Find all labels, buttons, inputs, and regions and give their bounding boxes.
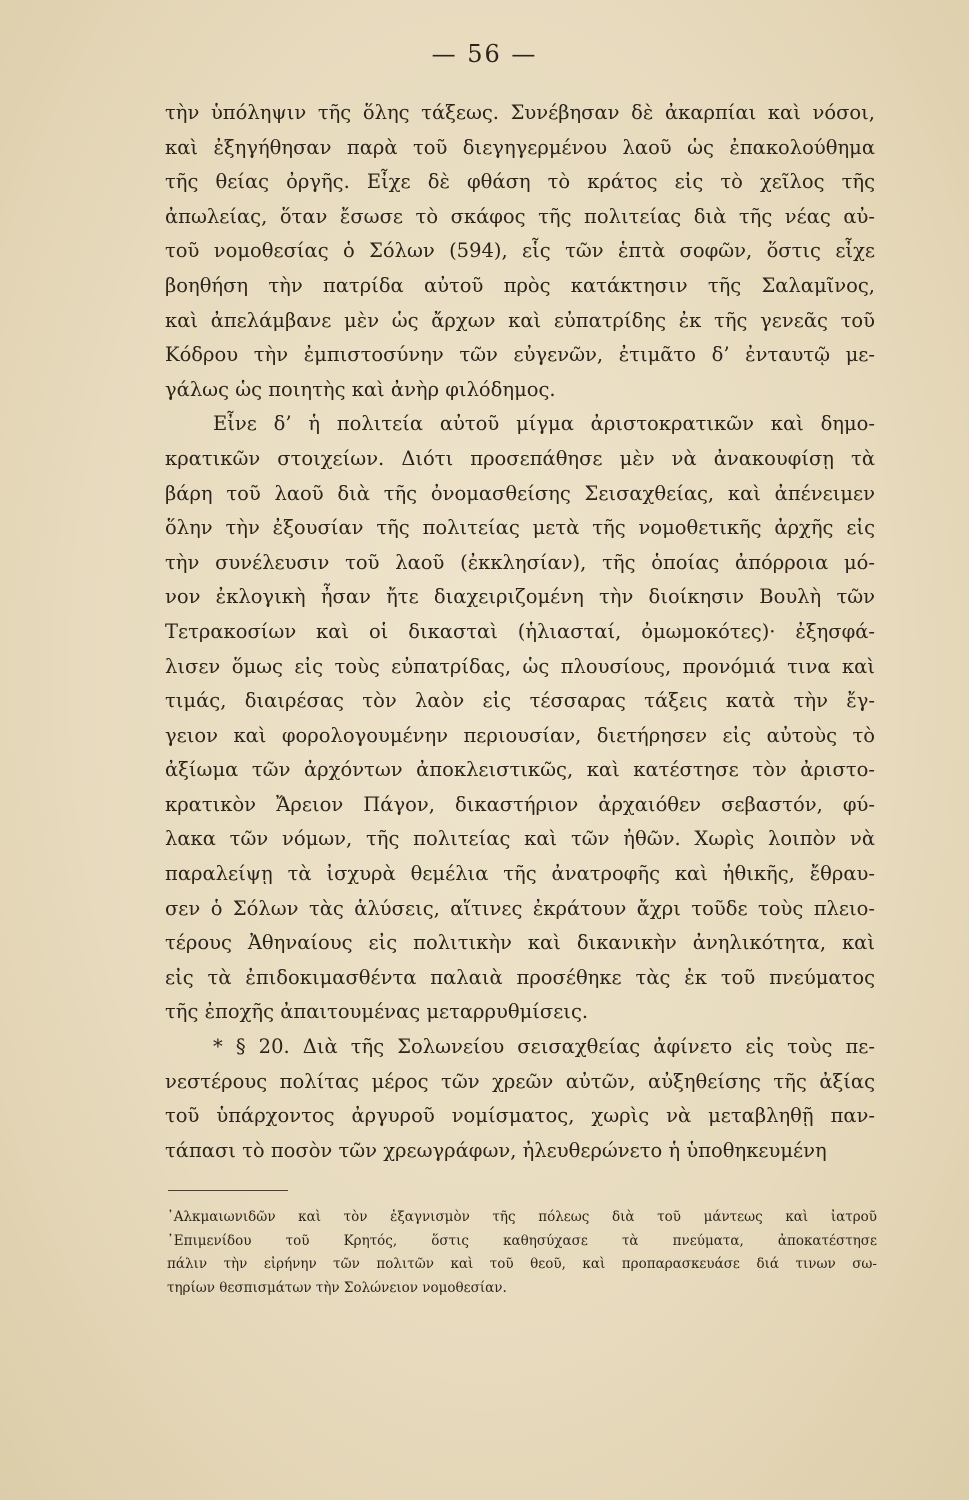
text-line: ἀπωλείας, ὅταν ἔσωσε τὸ σκάφος τῆς πολιτείας διὰ τῆς νέας αὐ-: [165, 204, 875, 228]
footnotes: [167, 1206, 877, 1300]
text-line: κρατικῶν στοιχείων. Διότι προσεπάθησε μὲν νὰ ἀνακουφίσῃ τὰ: [165, 446, 875, 470]
text-line: γειον καὶ φορολογουμένην περιουσίαν, διετήρησεν εἰς αὐτοὺς τὸ: [165, 723, 875, 747]
text-line: βοηθήση τὴν πατρίδα αὐτοῦ πρὸς κατάκτησιν τῆς Σαλαμῖνος,: [165, 273, 875, 297]
footnote-line: ᾿Αλκμαιωνιδῶν καὶ τὸν ἐξαγνισμὸν τῆς πόλεως διὰ τοῦ μάντεως καὶ ἰατροῦ: [167, 1209, 877, 1225]
text-line: γάλως ὡς ποιητὴς καὶ ἀνὴρ φιλόδημος.: [165, 377, 556, 401]
text-line: * § 20. Διὰ τῆς Σολωνείου σεισαχθείας ἀφίνετο εἰς τοὺς πε-: [213, 1035, 875, 1059]
text-line: καὶ ἀπελάμβανε μὲν ὡς ἄρχων καὶ εὐπατρίδης ἐκ τῆς γενεᾶς τοῦ: [165, 308, 875, 332]
text-line: τὴν συνέλευσιν τοῦ λαοῦ (ἐκκλησίαν), τῆς ὁποίας ἀπόρροια μό-: [165, 550, 875, 574]
text-line: τάπασι τὸ ποσὸν τῶν χρεωγράφων, ἠλευθερώνετο ἡ ὑποθηκευμένη: [165, 1138, 827, 1162]
text-line: παραλείψῃ τὰ ἰσχυρὰ θεμέλια τῆς ἀνατροφῆς καὶ ἠθικῆς, ἔθραυ-: [165, 862, 875, 886]
text-line: Κόδρου τὴν ἐμπιστοσύνην τῶν εὐγενῶν, ἐτιμᾶτο δ’ ἐνταυτῷ με-: [165, 343, 875, 367]
text-line: λακα τῶν νόμων, τῆς πολιτείας καὶ τῶν ἠθῶν. Χωρὶς λοιπὸν νὰ: [165, 827, 875, 851]
footnote-line: πάλιν τὴν εἰρήνην τῶν πολιτῶν καὶ τοῦ θεοῦ, καὶ προπαρασκευάσε διά τινων σω-: [167, 1256, 877, 1273]
footnote-rule: [168, 1190, 288, 1191]
text-line: βάρη τοῦ λαοῦ διὰ τῆς ὀνομασθείσης Σεισαχθείας, καὶ ἀπένειμεν: [165, 481, 875, 505]
text-line: τιμάς, διαιρέσας τὸν λαὸν εἰς τέσσαρας τάξεις κατὰ τὴν ἔγ-: [165, 689, 875, 713]
text-line: νον ἐκλογικὴ ἦσαν ἤτε διαχειριζομένη τὴν διοίκησιν Βουλὴ τῶν: [165, 585, 875, 609]
text-line: τὴν ὑπόληψιν τῆς ὅλης τάξεως. Συνέβησαν δὲ ἀκαρπίαι καὶ νόσοι,: [165, 101, 875, 124]
text-line: σεν ὁ Σόλων τὰς ἁλύσεις, αἵτινες ἐκράτουν ἄχρι τοῦδε τοὺς πλειο-: [165, 896, 875, 920]
text-line: τῆς ἐποχῆς ἀπαιτουμένας μεταρρυθμίσεις.: [165, 1000, 589, 1024]
text-line: τῆς θείας ὀργῆς. Εἶχε δὲ φθάση τὸ κράτος εἰς τὸ χεῖλος τῆς: [165, 170, 875, 194]
text-line: τοῦ νομοθεσίας ὁ Σόλων (594), εἷς τῶν ἑπτὰ σοφῶν, ὅστις εἶχε: [165, 239, 875, 263]
text-line: λισεν ὅμως εἰς τοὺς εὐπατρίδας, ὡς πλουσίους, προνόμιά τινα καὶ: [165, 654, 875, 678]
text-line: καὶ ἐξηγήθησαν παρὰ τοῦ διεγηγερμένου λαοῦ ὡς ἐπακολούθημα: [165, 135, 875, 159]
text-line: ὅλην τὴν ἐξουσίαν τῆς πολιτείας μετὰ τῆς νομοθετικῆς ἀρχῆς εἰς: [165, 516, 875, 540]
text-line: τέρους Ἀθηναίους εἰς πολιτικὴν καὶ δικανικὴν ἀνηλικότητα, καὶ: [165, 931, 875, 955]
text-line: Εἶνε δ’ ἡ πολιτεία αὐτοῦ μίγμα ἀριστοκρατικῶν καὶ δημο-: [213, 412, 875, 436]
body-text: [165, 96, 875, 1168]
text-line: νεστέρους πολίτας μέρος τῶν χρεῶν αὐτῶν, αὐξηθείσης τῆς ἀξίας: [165, 1069, 875, 1093]
text-line: τοῦ ὑπάρχοντος ἀργυροῦ νομίσματος, χωρὶς νὰ μεταβληθῇ παν-: [165, 1104, 875, 1128]
footnote-line: τηρίων θεσπισμάτων τὴν Σολώνειον νομοθεσίαν.: [167, 1279, 507, 1296]
text-line: κρατικὸν Ἄρειον Πάγον, δικαστήριον ἀρχαιόθεν σεβαστόν, φύ-: [165, 792, 875, 816]
page-number: — 56 —: [431, 40, 538, 68]
text-line: Τετρακοσίων καὶ οἱ δικασταὶ (ἡλιασταί, ὀμωμοκότες)· ἐξησφά-: [165, 619, 875, 643]
text-line: ἀξίωμα τῶν ἀρχόντων ἀποκλειστικῶς, καὶ κατέστησε τὸν ἀριστο-: [165, 758, 875, 782]
footnote-line: ᾿Επιμενίδου τοῦ Κρητός, ὅστις καθησύχασε τὰ πνεύματα, ἀποκατέστησε: [167, 1232, 877, 1249]
text-line: εἰς τὰ ἐπιδοκιμασθέντα παλαιὰ προσέθηκε τὰς ἐκ τοῦ πνεύματος: [165, 965, 875, 989]
